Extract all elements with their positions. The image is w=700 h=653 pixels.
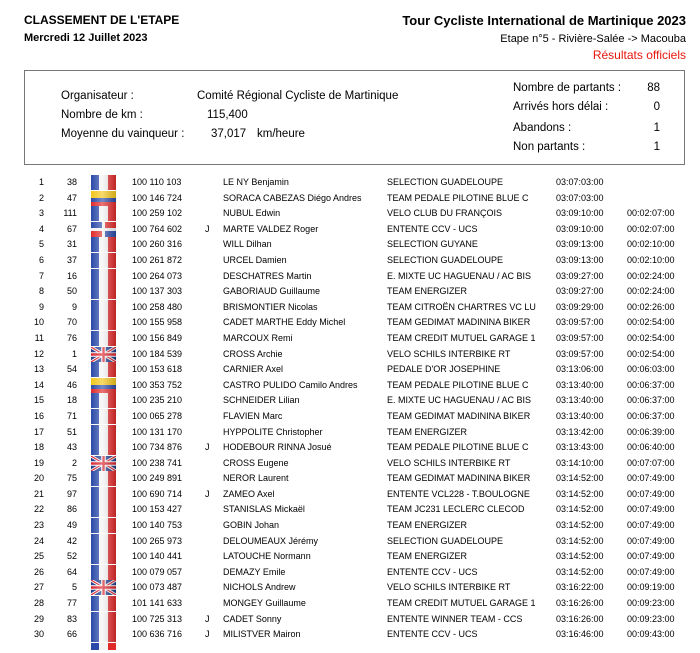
license-cell: 100 249 891: [132, 473, 183, 484]
junior-cell: J: [205, 613, 210, 624]
team-cell: TEAM GEDIMAT MADININA BIKER: [387, 410, 531, 421]
team-cell: TEAM GEDIMAT MADININA BIKER: [387, 473, 531, 484]
table-row: [0, 222, 700, 238]
rider-name-cell: CADET MARTHE Eddy Michel: [223, 317, 346, 328]
time-cell: 03:14:52:00: [556, 504, 604, 515]
gap-cell: 00:06:39:00: [627, 426, 675, 437]
non-starters-label: Non partants :: [513, 141, 586, 153]
bib-cell: 37: [66, 254, 77, 265]
bib-cell: 97: [66, 488, 77, 499]
team-cell: TEAM PEDALE PILOTINE BLUE C: [387, 192, 529, 203]
rank-cell: 2: [38, 192, 44, 203]
junior-cell: J: [205, 629, 210, 640]
rider-name-cell: GABORIAUD Guillaume: [223, 286, 321, 297]
gap-cell: 00:07:49:00: [627, 551, 675, 562]
time-cell: 03:13:06:00: [556, 364, 604, 375]
team-cell: ENTENTE WINNER TEAM - CCS: [387, 613, 523, 624]
flag-icon: [91, 175, 116, 190]
bib-cell: 18: [66, 395, 77, 406]
team-cell: TEAM CREDIT MUTUEL GARAGE 1: [387, 598, 536, 609]
license-cell: 100 140 441: [132, 551, 183, 562]
rank-cell: 14: [33, 379, 44, 390]
team-cell: TEAM JC231 LECLERC CLECOD: [387, 504, 525, 515]
bib-cell: 54: [66, 364, 77, 375]
team-cell: TEAM CREDIT MUTUEL GARAGE 1: [387, 332, 536, 343]
bib-cell: 83: [66, 613, 77, 624]
average-speed-unit: km/heure: [257, 128, 305, 140]
time-cell: 03:14:52:00: [556, 473, 604, 484]
gap-cell: 00:02:07:00: [627, 223, 675, 234]
team-cell: ENTENTE CCV - UCS: [387, 566, 478, 577]
time-cell: 03:09:57:00: [556, 332, 604, 343]
table-row: [0, 425, 700, 441]
rank-cell: 23: [33, 520, 44, 531]
license-cell: 100 353 752: [132, 379, 183, 390]
time-cell: 03:09:27:00: [556, 270, 604, 281]
rider-name-cell: CASTRO PULIDO Camilo Andres: [223, 379, 358, 390]
bib-cell: 70: [66, 317, 77, 328]
flag-icon: [91, 253, 116, 268]
table-row: [0, 596, 700, 612]
time-cell: 03:14:52:00: [556, 488, 604, 499]
time-cell: 03:13:42:00: [556, 426, 604, 437]
team-cell: SELECTION GUADELOUPE: [387, 535, 504, 546]
table-row: [0, 456, 700, 472]
rider-name-cell: FLAVIEN Marc: [223, 410, 283, 421]
bib-cell: 38: [66, 177, 77, 187]
time-cell: 03:09:13:00: [556, 239, 604, 250]
rank-cell: 9: [38, 301, 44, 312]
rider-name-cell: BRISMONTIER Nicolas: [223, 301, 318, 312]
rank-cell: 10: [33, 317, 44, 328]
time-cell: 03:09:57:00: [556, 317, 604, 328]
team-cell: ENTENTE CCV - UCS: [387, 629, 478, 640]
gap-cell: 00:02:10:00: [627, 239, 675, 250]
license-cell: 100 258 480: [132, 301, 183, 312]
rider-name-cell: STANISLAS Mickaël: [223, 504, 305, 515]
bib-cell: 66: [66, 629, 77, 640]
flag-icon: [91, 269, 116, 284]
license-cell: 100 140 753: [132, 520, 183, 531]
rider-name-cell: WILL Dilhan: [223, 239, 272, 250]
junior-cell: J: [205, 488, 210, 499]
flag-icon: [91, 487, 116, 502]
gap-cell: 00:09:19:00: [627, 582, 675, 593]
organizer-value: Comité Régional Cycliste de Martinique: [197, 90, 399, 102]
flag-icon: [91, 315, 116, 330]
bib-cell: 42: [66, 535, 77, 546]
table-row: [0, 549, 700, 565]
flag-icon: [91, 300, 116, 315]
gap-cell: 00:06:40:00: [627, 442, 675, 453]
rider-name-cell: CARNIER Axel: [223, 364, 284, 375]
team-cell: TEAM ENERGIZER: [387, 520, 468, 531]
rank-cell: 27: [33, 582, 44, 593]
license-cell: 100 073 487: [132, 582, 183, 593]
gap-cell: 00:02:26:00: [627, 301, 675, 312]
bib-cell: 49: [66, 520, 77, 531]
team-cell: SELECTION GUADELOUPE: [387, 254, 504, 265]
late-arrivals-value: 0: [653, 101, 660, 113]
flag-icon: [91, 596, 116, 611]
table-row: [0, 502, 700, 518]
team-cell: TEAM PEDALE PILOTINE BLUE C: [387, 442, 529, 453]
flag-icon: [91, 534, 116, 549]
time-cell: 03:13:40:00: [556, 395, 604, 406]
flag-icon: [91, 502, 116, 517]
rank-cell: 16: [33, 410, 44, 421]
rider-name-cell: NICHOLS Andrew: [223, 582, 296, 593]
rank-cell: 4: [38, 223, 44, 234]
rank-cell: 26: [33, 566, 44, 577]
table-row: [0, 315, 700, 331]
license-cell: 100 110 103: [132, 177, 182, 187]
rider-name-cell: HYPPOLITE Christopher: [223, 426, 323, 437]
stage-info-box: [24, 70, 685, 165]
starters-value: 88: [647, 82, 660, 94]
gap-cell: 00:02:54:00: [627, 317, 675, 328]
bib-cell: 67: [66, 223, 77, 234]
table-row: [0, 362, 700, 378]
time-cell: 03:14:10:00: [556, 457, 604, 468]
rider-name-cell: GOBIN Johan: [223, 520, 280, 531]
rider-name-cell: NEROR Laurent: [223, 473, 289, 484]
gap-cell: 00:07:49:00: [627, 566, 675, 577]
rank-cell: 17: [33, 426, 44, 437]
table-row: [0, 409, 700, 425]
gap-cell: 00:02:07:00: [627, 208, 675, 219]
rider-name-cell: CROSS Archie: [223, 348, 283, 359]
license-cell: 100 725 313: [132, 613, 183, 624]
bib-cell: 2: [71, 457, 77, 468]
bib-cell: 5: [71, 582, 77, 593]
gap-cell: 00:09:43:00: [627, 629, 675, 640]
bib-cell: 71: [66, 410, 77, 421]
rank-cell: 13: [33, 364, 44, 375]
flag-icon: [91, 378, 116, 393]
rider-name-cell: DELOUMEAUX Jérémy: [223, 535, 319, 546]
bib-cell: 76: [66, 332, 77, 343]
junior-cell: J: [205, 223, 210, 234]
license-cell: 101 141 633: [132, 598, 183, 609]
team-cell: VELO SCHILS INTERBIKE RT: [387, 457, 511, 468]
flag-icon: [91, 393, 116, 408]
license-cell: 100 260 316: [132, 239, 183, 250]
rank-cell: 12: [33, 348, 44, 359]
team-cell: TEAM ENERGIZER: [387, 426, 468, 437]
rider-name-cell: SORACA CABEZAS Diégo Andres: [223, 192, 362, 203]
table-row: [0, 534, 700, 550]
non-starters-value: 1: [653, 141, 660, 153]
rank-cell: 22: [33, 504, 44, 515]
partial-next-row: [0, 643, 700, 653]
rank-cell: 8: [38, 286, 44, 297]
rider-name-cell: CADET Sonny: [223, 613, 282, 624]
license-cell: 100 079 057: [132, 566, 183, 577]
race-title: Tour Cycliste International de Martinique 2023: [402, 13, 686, 28]
license-cell: 100 184 539: [132, 348, 183, 359]
rank-cell: 7: [38, 270, 44, 281]
bib-cell: 86: [66, 504, 77, 515]
rider-name-cell: CROSS Eugene: [223, 457, 289, 468]
time-cell: 03:16:26:00: [556, 613, 604, 624]
team-cell: SELECTION GUADELOUPE: [387, 177, 504, 187]
abandons-value: 1: [653, 122, 660, 134]
gap-cell: 00:02:54:00: [627, 332, 675, 343]
flag-icon: [91, 565, 116, 580]
rider-name-cell: MILISTVER Mairon: [223, 629, 301, 640]
rider-name-cell: NUBUL Edwin: [223, 208, 281, 219]
flag-icon: [91, 549, 116, 564]
gap-cell: 00:09:23:00: [627, 598, 675, 609]
bib-cell: 9: [71, 301, 77, 312]
rank-cell: 25: [33, 551, 44, 562]
table-row: [0, 518, 700, 534]
time-cell: 03:07:03:00: [556, 177, 604, 187]
license-cell: 100 146 724: [132, 192, 183, 203]
time-cell: 03:09:10:00: [556, 208, 604, 219]
rank-cell: 18: [33, 442, 44, 453]
gap-cell: 00:06:03:00: [627, 364, 675, 375]
rider-name-cell: DESCHATRES Martin: [223, 270, 312, 281]
team-cell: TEAM GEDIMAT MADININA BIKER: [387, 317, 531, 328]
table-row: [0, 487, 700, 503]
team-cell: VELO SCHILS INTERBIKE RT: [387, 348, 511, 359]
time-cell: 03:13:40:00: [556, 410, 604, 421]
time-cell: 03:09:10:00: [556, 223, 604, 234]
flag-icon: [91, 580, 116, 595]
license-cell: 100 235 210: [132, 395, 183, 406]
rider-name-cell: MARTE VALDEZ Roger: [223, 223, 319, 234]
flag-icon: [91, 612, 116, 627]
starters-label: Nombre de partants :: [513, 82, 622, 94]
gap-cell: 00:06:37:00: [627, 395, 675, 406]
time-cell: 03:09:27:00: [556, 286, 604, 297]
rider-name-cell: URCEL Damien: [223, 254, 287, 265]
team-cell: TEAM CITROËN CHARTRES VC LU: [387, 301, 536, 312]
bib-cell: 31: [66, 239, 77, 250]
flag-icon: [91, 237, 116, 252]
rider-name-cell: DEMAZY Emile: [223, 566, 286, 577]
rank-cell: 5: [38, 239, 44, 250]
flag-icon: [91, 627, 116, 642]
bib-cell: 50: [66, 286, 77, 297]
time-cell: 03:14:52:00: [556, 535, 604, 546]
license-cell: 100 153 427: [132, 504, 183, 515]
team-cell: ENTENTE CCV - UCS: [387, 223, 478, 234]
time-cell: 03:16:46:00: [556, 629, 604, 640]
license-cell: 100 065 278: [132, 410, 183, 421]
flag-icon: [91, 425, 116, 440]
license-cell: 100 153 618: [132, 364, 183, 375]
gap-cell: 00:02:54:00: [627, 348, 675, 359]
average-speed-value: 37,017: [211, 128, 247, 140]
gap-cell: 00:07:49:00: [627, 488, 675, 499]
license-cell: 100 137 303: [132, 286, 183, 297]
license-cell: 100 155 958: [132, 317, 183, 328]
gap-cell: 00:06:37:00: [627, 410, 675, 421]
abandons-label: Abandons :: [513, 122, 572, 134]
time-cell: 03:14:52:00: [556, 566, 604, 577]
rank-cell: 1: [38, 177, 44, 187]
flag-icon: [91, 440, 116, 455]
rider-name-cell: HODEBOUR RINNA Josué: [223, 442, 332, 453]
team-cell: E. MIXTE UC HAGUENAU / AC BIS: [387, 270, 532, 281]
flag-icon: [91, 347, 116, 362]
time-cell: 03:13:40:00: [556, 379, 604, 390]
license-cell: 100 156 849: [132, 332, 183, 343]
rank-cell: 29: [33, 613, 44, 624]
license-cell: 100 238 741: [132, 457, 183, 468]
rider-name-cell: LATOUCHE Normann: [223, 551, 311, 562]
team-cell: VELO CLUB DU FRANÇOIS: [387, 208, 503, 219]
gap-cell: 00:07:49:00: [627, 504, 675, 515]
rank-cell: 20: [33, 473, 44, 484]
rank-cell: 19: [33, 457, 44, 468]
flag-icon: [91, 222, 116, 237]
table-row: [0, 284, 700, 300]
table-row: [0, 175, 700, 191]
table-row: [0, 580, 700, 596]
license-cell: 100 264 073: [132, 270, 183, 281]
table-row: [0, 347, 700, 363]
team-cell: E. MIXTE UC HAGUENAU / AC BIS: [387, 395, 532, 406]
gap-cell: 00:02:10:00: [627, 254, 675, 265]
official-results-label: Résultats officiels: [592, 48, 686, 62]
results-table: [0, 175, 700, 643]
bib-cell: 77: [66, 598, 77, 609]
table-row: [0, 331, 700, 347]
time-cell: 03:09:57:00: [556, 348, 604, 359]
team-cell: TEAM ENERGIZER: [387, 286, 468, 297]
ranking-title: CLASSEMENT DE L'ETAPE: [24, 13, 180, 27]
table-row: [0, 612, 700, 628]
gap-cell: 00:07:49:00: [627, 520, 675, 531]
organizer-label: Organisateur :: [61, 90, 134, 102]
table-row: [0, 191, 700, 207]
rank-cell: 6: [38, 254, 44, 265]
time-cell: 03:14:52:00: [556, 520, 604, 531]
bib-cell: 46: [66, 379, 77, 390]
license-cell: 100 764 602: [132, 223, 183, 234]
bib-cell: 1: [71, 348, 77, 359]
license-cell: 100 265 973: [132, 535, 183, 546]
time-cell: 03:16:22:00: [556, 582, 604, 593]
bib-cell: 47: [66, 192, 77, 203]
team-cell: ENTENTE VCL228 - T.BOULOGNE: [387, 488, 530, 499]
stage-date: Mercredi 12 Juillet 2023: [24, 32, 148, 44]
gap-cell: 00:07:49:00: [627, 473, 675, 484]
bib-cell: 64: [66, 566, 77, 577]
gap-cell: 00:02:24:00: [627, 286, 675, 297]
rider-name-cell: ZAMEO Axel: [223, 488, 275, 499]
table-row: [0, 627, 700, 643]
team-cell: SELECTION GUYANE: [387, 239, 478, 250]
gap-cell: 00:09:23:00: [627, 613, 675, 624]
bib-cell: 43: [66, 442, 77, 453]
table-row: [0, 393, 700, 409]
table-row: [0, 253, 700, 269]
gap-cell: 00:07:49:00: [627, 535, 675, 546]
gap-cell: 00:02:24:00: [627, 270, 675, 281]
bib-cell: 51: [66, 426, 77, 437]
table-row: [0, 237, 700, 253]
table-row: [0, 269, 700, 285]
table-row: [0, 206, 700, 222]
km-value: 115,400: [207, 109, 248, 121]
rank-cell: 15: [33, 395, 44, 406]
bib-cell: 111: [63, 208, 77, 219]
license-cell: 100 734 876: [132, 442, 183, 453]
license-cell: 100 636 716: [132, 629, 183, 640]
table-row: [0, 440, 700, 456]
rank-cell: 28: [33, 598, 44, 609]
late-arrivals-label: Arrivés hors délai :: [513, 101, 609, 113]
flag-icon: [91, 471, 116, 486]
license-cell: 100 131 170: [132, 426, 183, 437]
rank-cell: 24: [33, 535, 44, 546]
junior-cell: J: [205, 442, 210, 453]
rider-name-cell: MONGEY Guillaume: [223, 598, 306, 609]
flag-icon: [91, 362, 116, 377]
time-cell: 03:13:43:00: [556, 442, 604, 453]
rider-name-cell: LE NY Benjamin: [223, 177, 289, 187]
bib-cell: 52: [66, 551, 77, 562]
table-row: [0, 300, 700, 316]
time-cell: 03:14:52:00: [556, 551, 604, 562]
license-cell: 100 690 714: [132, 488, 183, 499]
flag-icon: [91, 643, 116, 650]
stage-route: Etape n°5 - Rivière-Salée -> Macouba: [500, 33, 686, 45]
rider-name-cell: SCHNEIDER Lilian: [223, 395, 300, 406]
license-cell: 100 261 872: [132, 254, 183, 265]
team-cell: TEAM ENERGIZER: [387, 551, 468, 562]
time-cell: 03:09:29:00: [556, 301, 604, 312]
gap-cell: 00:06:37:00: [627, 379, 675, 390]
bib-cell: 16: [66, 270, 77, 281]
team-cell: TEAM PEDALE PILOTINE BLUE C: [387, 379, 529, 390]
flag-icon: [91, 206, 116, 221]
rank-cell: 3: [38, 208, 44, 219]
table-row: [0, 378, 700, 394]
rank-cell: 21: [33, 488, 44, 499]
team-cell: VELO SCHILS INTERBIKE RT: [387, 582, 511, 593]
flag-icon: [91, 518, 116, 533]
flag-icon: [91, 284, 116, 299]
table-row: [0, 471, 700, 487]
rank-cell: 30: [33, 629, 44, 640]
license-cell: 100 259 102: [132, 208, 183, 219]
gap-cell: 00:07:07:00: [627, 457, 675, 468]
km-label: Nombre de km :: [61, 109, 143, 121]
rider-name-cell: MARCOUX Remi: [223, 332, 293, 343]
average-speed-label: Moyenne du vainqueur :: [61, 128, 185, 140]
time-cell: 03:16:26:00: [556, 598, 604, 609]
bib-cell: 75: [66, 473, 77, 484]
time-cell: 03:09:13:00: [556, 254, 604, 265]
flag-icon: [91, 331, 116, 346]
flag-icon: [91, 191, 116, 206]
team-cell: PEDALE D'OR JOSEPHINE: [387, 364, 501, 375]
rank-cell: 11: [34, 332, 44, 343]
flag-icon: [91, 456, 116, 471]
table-row: [0, 565, 700, 581]
time-cell: 03:07:03:00: [556, 192, 604, 203]
flag-icon: [91, 409, 116, 424]
